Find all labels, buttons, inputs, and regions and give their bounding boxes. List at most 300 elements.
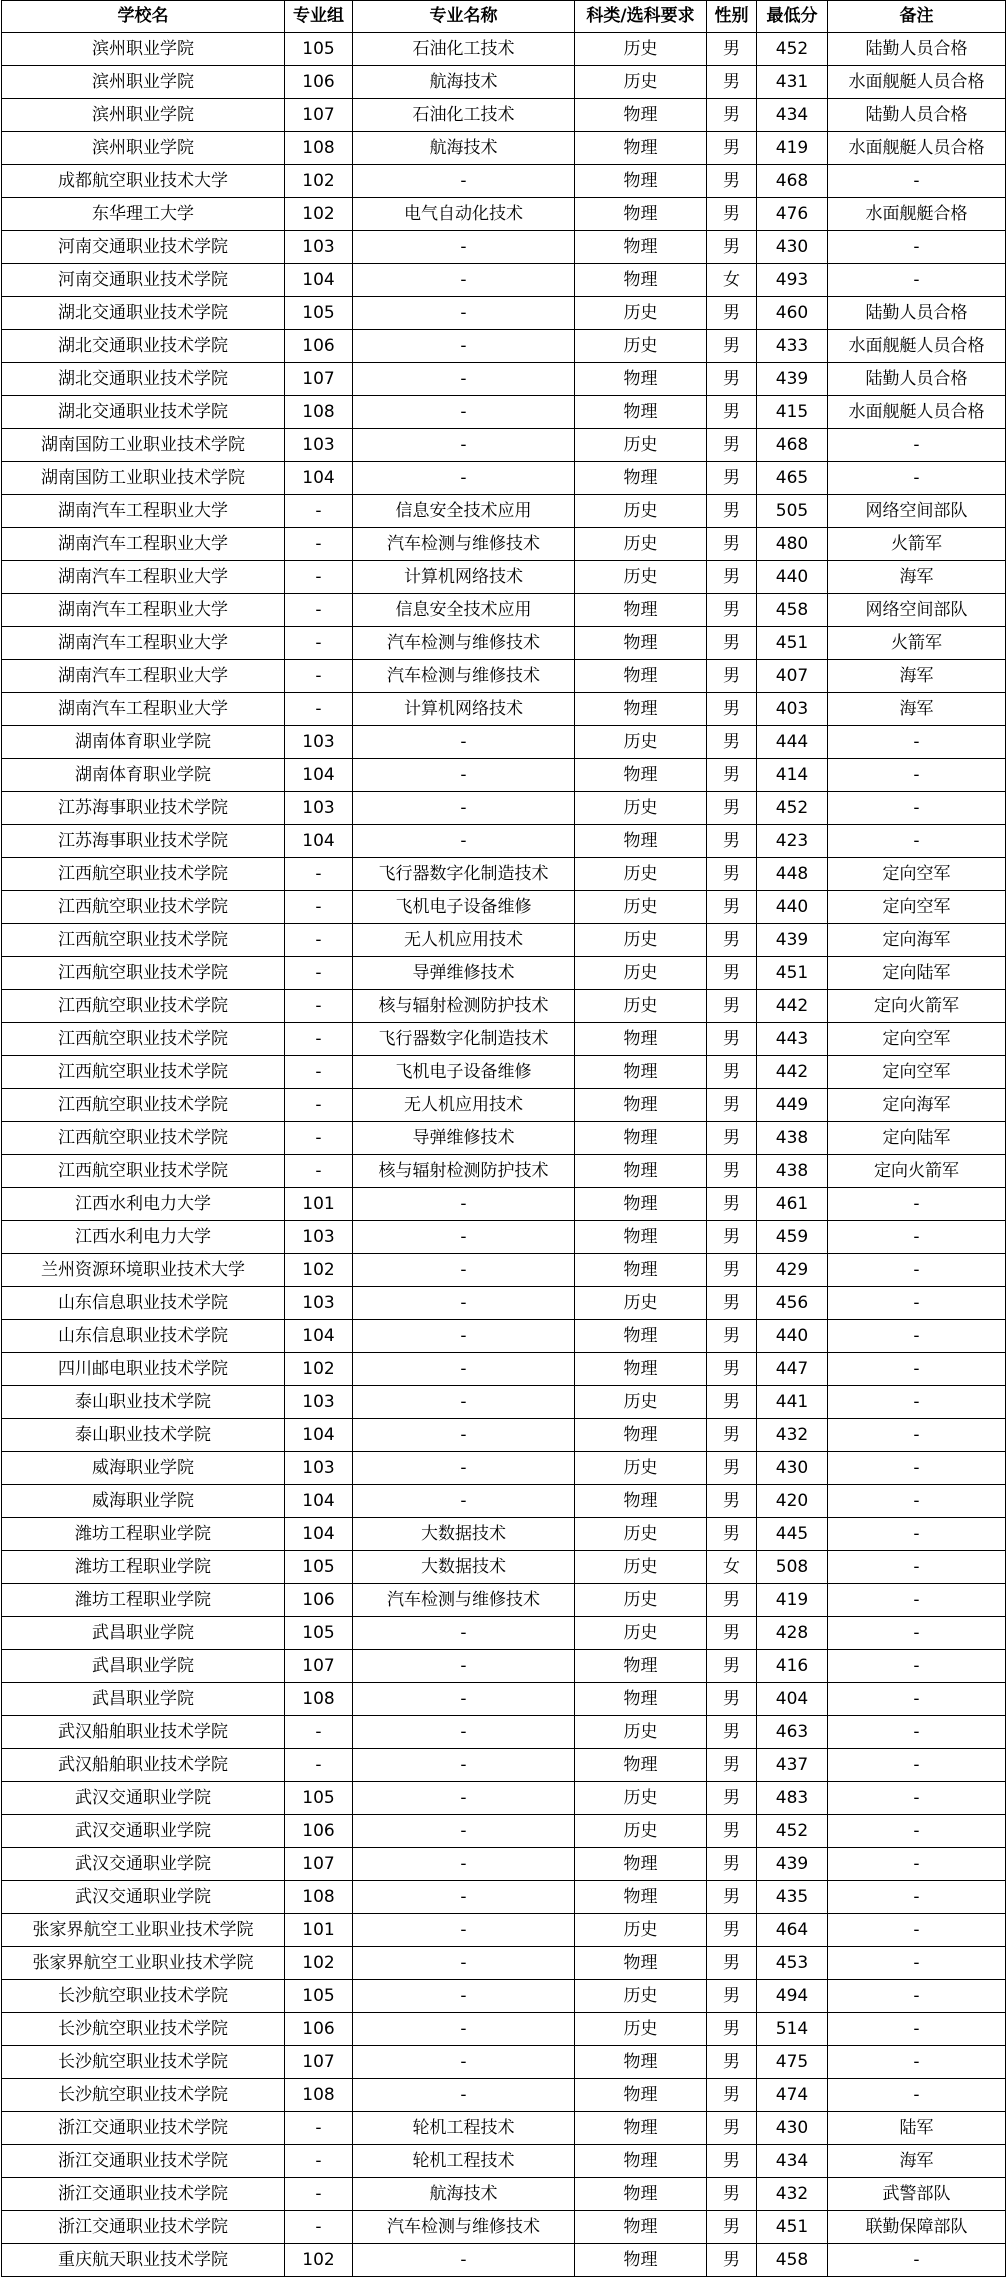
cell-group: - <box>285 2145 353 2178</box>
table-row <box>2 1188 1006 1221</box>
table-row <box>2 1914 1006 1947</box>
cell-remarks: 水面舰艇人员合格 <box>828 132 1006 165</box>
cell-min-score: 432 <box>757 1419 828 1452</box>
cell-school: 威海职业学院 <box>2 1485 285 1518</box>
table-row <box>2 1122 1006 1155</box>
table-row <box>2 1881 1006 1914</box>
cell-subject: 历史 <box>575 1914 707 1947</box>
cell-school: 江西航空职业技术学院 <box>2 924 285 957</box>
cell-school: 武昌职业学院 <box>2 1650 285 1683</box>
table-row <box>2 99 1006 132</box>
cell-min-score: 429 <box>757 1254 828 1287</box>
cell-major: 飞机电子设备维修 <box>353 1056 575 1089</box>
cell-major: - <box>353 165 575 198</box>
cell-subject: 物理 <box>575 759 707 792</box>
cell-remarks: - <box>828 1584 1006 1617</box>
cell-subject: 历史 <box>575 429 707 462</box>
cell-gender: 男 <box>707 363 757 396</box>
cell-gender: 男 <box>707 198 757 231</box>
cell-school: 滨州职业学院 <box>2 66 285 99</box>
cell-subject: 历史 <box>575 1386 707 1419</box>
cell-min-score: 439 <box>757 363 828 396</box>
table-row <box>2 1683 1006 1716</box>
cell-remarks: 定向空军 <box>828 1056 1006 1089</box>
cell-subject: 历史 <box>575 1452 707 1485</box>
table-row <box>2 2145 1006 2178</box>
cell-gender: 男 <box>707 1881 757 1914</box>
header-subject: 科类/选科要求 <box>575 1 707 33</box>
cell-min-score: 428 <box>757 1617 828 1650</box>
cell-gender: 男 <box>707 1815 757 1848</box>
cell-subject: 物理 <box>575 627 707 660</box>
table-row <box>2 825 1006 858</box>
cell-gender: 男 <box>707 2211 757 2244</box>
cell-gender: 男 <box>707 561 757 594</box>
cell-subject: 物理 <box>575 1848 707 1881</box>
cell-min-score: 460 <box>757 297 828 330</box>
cell-remarks: - <box>828 2244 1006 2277</box>
cell-gender: 男 <box>707 33 757 66</box>
cell-group: 103 <box>285 1452 353 1485</box>
cell-remarks: 陆勤人员合格 <box>828 297 1006 330</box>
cell-remarks: 网络空间部队 <box>828 594 1006 627</box>
cell-major: 石油化工技术 <box>353 33 575 66</box>
cell-major: 轮机工程技术 <box>353 2112 575 2145</box>
cell-min-score: 451 <box>757 627 828 660</box>
cell-school: 武昌职业学院 <box>2 1617 285 1650</box>
cell-gender: 男 <box>707 1089 757 1122</box>
cell-min-score: 439 <box>757 1848 828 1881</box>
cell-subject: 历史 <box>575 1980 707 2013</box>
cell-group: 103 <box>285 1386 353 1419</box>
cell-school: 浙江交通职业技术学院 <box>2 2112 285 2145</box>
cell-min-score: 437 <box>757 1749 828 1782</box>
cell-gender: 女 <box>707 264 757 297</box>
cell-major: 无人机应用技术 <box>353 1089 575 1122</box>
cell-school: 江西水利电力大学 <box>2 1188 285 1221</box>
cell-school: 长沙航空职业技术学院 <box>2 1980 285 2013</box>
cell-remarks: - <box>828 1716 1006 1749</box>
table-row <box>2 1287 1006 1320</box>
cell-school: 湖南国防工业职业技术学院 <box>2 429 285 462</box>
cell-remarks: - <box>828 1914 1006 1947</box>
cell-group: 106 <box>285 330 353 363</box>
cell-school: 潍坊工程职业学院 <box>2 1584 285 1617</box>
cell-major: - <box>353 759 575 792</box>
cell-school: 浙江交通职业技术学院 <box>2 2145 285 2178</box>
cell-group: - <box>285 528 353 561</box>
cell-major: - <box>353 1188 575 1221</box>
cell-major: - <box>353 264 575 297</box>
cell-school: 武昌职业学院 <box>2 1683 285 1716</box>
table-row <box>2 891 1006 924</box>
cell-group: - <box>285 2211 353 2244</box>
cell-remarks: 海军 <box>828 693 1006 726</box>
cell-major: 大数据技术 <box>353 1518 575 1551</box>
cell-min-score: 458 <box>757 2244 828 2277</box>
cell-school: 河南交通职业技术学院 <box>2 264 285 297</box>
cell-group: - <box>285 495 353 528</box>
cell-gender: 男 <box>707 2145 757 2178</box>
cell-group: 106 <box>285 66 353 99</box>
cell-min-score: 445 <box>757 1518 828 1551</box>
cell-remarks: - <box>828 1815 1006 1848</box>
cell-gender: 男 <box>707 957 757 990</box>
cell-school: 湖北交通职业技术学院 <box>2 297 285 330</box>
cell-gender: 男 <box>707 759 757 792</box>
cell-subject: 历史 <box>575 330 707 363</box>
cell-min-score: 461 <box>757 1188 828 1221</box>
cell-min-score: 438 <box>757 1122 828 1155</box>
cell-school: 兰州资源环境职业技术大学 <box>2 1254 285 1287</box>
cell-subject: 物理 <box>575 363 707 396</box>
table-row <box>2 858 1006 891</box>
table-row <box>2 462 1006 495</box>
cell-school: 湖南汽车工程职业大学 <box>2 627 285 660</box>
cell-gender: 男 <box>707 1188 757 1221</box>
cell-min-score: 494 <box>757 1980 828 2013</box>
cell-major: - <box>353 462 575 495</box>
cell-gender: 男 <box>707 99 757 132</box>
cell-gender: 男 <box>707 660 757 693</box>
table-row <box>2 132 1006 165</box>
cell-remarks: 定向空军 <box>828 858 1006 891</box>
cell-min-score: 447 <box>757 1353 828 1386</box>
table-row <box>2 2013 1006 2046</box>
table-row <box>2 990 1006 1023</box>
cell-school: 山东信息职业技术学院 <box>2 1287 285 1320</box>
cell-group: 104 <box>285 1320 353 1353</box>
cell-min-score: 419 <box>757 1584 828 1617</box>
cell-major: 汽车检测与维修技术 <box>353 1584 575 1617</box>
cell-remarks: 火箭军 <box>828 528 1006 561</box>
cell-group: 108 <box>285 396 353 429</box>
cell-subject: 历史 <box>575 1716 707 1749</box>
cell-gender: 男 <box>707 891 757 924</box>
cell-school: 湖北交通职业技术学院 <box>2 396 285 429</box>
cell-gender: 男 <box>707 1650 757 1683</box>
cell-major: - <box>353 1254 575 1287</box>
cell-group: 107 <box>285 363 353 396</box>
cell-group: 107 <box>285 99 353 132</box>
cell-gender: 男 <box>707 2178 757 2211</box>
cell-gender: 男 <box>707 1485 757 1518</box>
cell-school: 江西航空职业技术学院 <box>2 1056 285 1089</box>
cell-group: 103 <box>285 1221 353 1254</box>
cell-major: 信息安全技术应用 <box>353 594 575 627</box>
cell-min-score: 475 <box>757 2046 828 2079</box>
cell-gender: 男 <box>707 1716 757 1749</box>
cell-group: - <box>285 1056 353 1089</box>
cell-school: 江西航空职业技术学院 <box>2 1122 285 1155</box>
cell-school: 江西水利电力大学 <box>2 1221 285 1254</box>
cell-remarks: - <box>828 1551 1006 1584</box>
cell-subject: 物理 <box>575 1683 707 1716</box>
cell-gender: 男 <box>707 693 757 726</box>
cell-subject: 历史 <box>575 957 707 990</box>
cell-remarks: 海军 <box>828 2145 1006 2178</box>
cell-school: 张家界航空工业职业技术学院 <box>2 1914 285 1947</box>
cell-major: 飞行器数字化制造技术 <box>353 1023 575 1056</box>
cell-min-score: 407 <box>757 660 828 693</box>
cell-school: 滨州职业学院 <box>2 99 285 132</box>
cell-remarks: 海军 <box>828 561 1006 594</box>
table-row <box>2 594 1006 627</box>
cell-remarks: - <box>828 1419 1006 1452</box>
cell-school: 长沙航空职业技术学院 <box>2 2079 285 2112</box>
cell-major: 汽车检测与维修技术 <box>353 627 575 660</box>
cell-remarks: 定向海军 <box>828 924 1006 957</box>
cell-gender: 男 <box>707 2046 757 2079</box>
cell-school: 泰山职业技术学院 <box>2 1386 285 1419</box>
cell-remarks: 定向火箭军 <box>828 1155 1006 1188</box>
cell-group: 108 <box>285 132 353 165</box>
cell-min-score: 474 <box>757 2079 828 2112</box>
table-row <box>2 231 1006 264</box>
cell-remarks: - <box>828 429 1006 462</box>
cell-gender: 男 <box>707 1617 757 1650</box>
cell-school: 潍坊工程职业学院 <box>2 1551 285 1584</box>
cell-group: 105 <box>285 1617 353 1650</box>
cell-major: 导弹维修技术 <box>353 957 575 990</box>
cell-gender: 男 <box>707 1056 757 1089</box>
cell-group: 105 <box>285 297 353 330</box>
cell-group: - <box>285 693 353 726</box>
cell-remarks: 水面舰艇人员合格 <box>828 66 1006 99</box>
cell-group: - <box>285 1749 353 1782</box>
cell-min-score: 420 <box>757 1485 828 1518</box>
cell-gender: 男 <box>707 462 757 495</box>
cell-min-score: 465 <box>757 462 828 495</box>
cell-group: - <box>285 2112 353 2145</box>
cell-gender: 男 <box>707 825 757 858</box>
cell-gender: 男 <box>707 165 757 198</box>
table-body <box>2 33 1006 2277</box>
cell-group: 106 <box>285 1815 353 1848</box>
cell-group: - <box>285 594 353 627</box>
cell-school: 武汉交通职业学院 <box>2 1848 285 1881</box>
table-row <box>2 726 1006 759</box>
cell-school: 滨州职业学院 <box>2 33 285 66</box>
table-row <box>2 66 1006 99</box>
cell-subject: 历史 <box>575 1584 707 1617</box>
cell-subject: 物理 <box>575 165 707 198</box>
cell-remarks: - <box>828 1518 1006 1551</box>
cell-school: 武汉船舶职业技术学院 <box>2 1749 285 1782</box>
cell-major: - <box>353 1815 575 1848</box>
cell-min-score: 433 <box>757 330 828 363</box>
cell-group: 107 <box>285 2046 353 2079</box>
cell-remarks: - <box>828 1881 1006 1914</box>
cell-subject: 物理 <box>575 396 707 429</box>
cell-subject: 历史 <box>575 33 707 66</box>
cell-group: - <box>285 1155 353 1188</box>
cell-remarks: - <box>828 165 1006 198</box>
cell-major: - <box>353 1980 575 2013</box>
cell-remarks: - <box>828 1320 1006 1353</box>
cell-gender: 男 <box>707 990 757 1023</box>
cell-major: 航海技术 <box>353 2178 575 2211</box>
cell-min-score: 439 <box>757 924 828 957</box>
cell-remarks: 定向海军 <box>828 1089 1006 1122</box>
cell-remarks: - <box>828 1947 1006 1980</box>
cell-min-score: 483 <box>757 1782 828 1815</box>
cell-school: 长沙航空职业技术学院 <box>2 2013 285 2046</box>
table-row <box>2 957 1006 990</box>
cell-major: 大数据技术 <box>353 1551 575 1584</box>
cell-group: 107 <box>285 1650 353 1683</box>
cell-major: - <box>353 363 575 396</box>
cell-remarks: 陆勤人员合格 <box>828 363 1006 396</box>
cell-subject: 物理 <box>575 1122 707 1155</box>
cell-gender: 男 <box>707 1782 757 1815</box>
table-row <box>2 1584 1006 1617</box>
table-row <box>2 561 1006 594</box>
table-row <box>2 2244 1006 2277</box>
table-row <box>2 1815 1006 1848</box>
table-row <box>2 792 1006 825</box>
cell-remarks: - <box>828 1617 1006 1650</box>
cell-school: 湖南体育职业学院 <box>2 759 285 792</box>
table-row <box>2 1947 1006 1980</box>
cell-gender: 男 <box>707 1419 757 1452</box>
cell-gender: 男 <box>707 528 757 561</box>
cell-group: 104 <box>285 759 353 792</box>
cell-min-score: 453 <box>757 1947 828 1980</box>
cell-group: 102 <box>285 1947 353 1980</box>
cell-major: - <box>353 1287 575 1320</box>
table-row <box>2 1749 1006 1782</box>
cell-remarks: - <box>828 1749 1006 1782</box>
cell-min-score: 430 <box>757 231 828 264</box>
cell-group: 105 <box>285 1551 353 1584</box>
cell-major: - <box>353 2046 575 2079</box>
cell-gender: 男 <box>707 2013 757 2046</box>
cell-school: 威海职业学院 <box>2 1452 285 1485</box>
cell-remarks: - <box>828 792 1006 825</box>
cell-remarks: 定向空军 <box>828 1023 1006 1056</box>
table-row <box>2 165 1006 198</box>
cell-remarks: - <box>828 1485 1006 1518</box>
cell-gender: 男 <box>707 330 757 363</box>
cell-group: 108 <box>285 1881 353 1914</box>
header-group: 专业组 <box>285 1 353 33</box>
cell-school: 东华理工大学 <box>2 198 285 231</box>
cell-min-score: 435 <box>757 1881 828 1914</box>
cell-school: 湖南汽车工程职业大学 <box>2 528 285 561</box>
cell-min-score: 451 <box>757 957 828 990</box>
cell-remarks: - <box>828 2079 1006 2112</box>
table-row <box>2 1980 1006 2013</box>
cell-school: 潍坊工程职业学院 <box>2 1518 285 1551</box>
cell-subject: 历史 <box>575 66 707 99</box>
cell-group: - <box>285 561 353 594</box>
cell-gender: 男 <box>707 924 757 957</box>
cell-school: 成都航空职业技术大学 <box>2 165 285 198</box>
cell-subject: 物理 <box>575 99 707 132</box>
cell-subject: 历史 <box>575 924 707 957</box>
cell-remarks: - <box>828 1254 1006 1287</box>
cell-group: - <box>285 924 353 957</box>
cell-remarks: - <box>828 1683 1006 1716</box>
cell-school: 湖南汽车工程职业大学 <box>2 660 285 693</box>
cell-gender: 男 <box>707 1848 757 1881</box>
cell-remarks: - <box>828 1650 1006 1683</box>
cell-gender: 男 <box>707 495 757 528</box>
cell-group: 101 <box>285 1914 353 1947</box>
table-row <box>2 495 1006 528</box>
table-row <box>2 2211 1006 2244</box>
cell-school: 长沙航空职业技术学院 <box>2 2046 285 2079</box>
cell-gender: 男 <box>707 1353 757 1386</box>
cell-remarks: - <box>828 462 1006 495</box>
cell-gender: 男 <box>707 1155 757 1188</box>
cell-subject: 物理 <box>575 1947 707 1980</box>
cell-group: 102 <box>285 165 353 198</box>
cell-subject: 物理 <box>575 660 707 693</box>
cell-major: - <box>353 1353 575 1386</box>
table-row <box>2 1056 1006 1089</box>
cell-subject: 历史 <box>575 2013 707 2046</box>
cell-group: 106 <box>285 2013 353 2046</box>
cell-remarks: 陆军 <box>828 2112 1006 2145</box>
cell-min-score: 444 <box>757 726 828 759</box>
cell-subject: 物理 <box>575 1023 707 1056</box>
cell-school: 张家界航空工业职业技术学院 <box>2 1947 285 1980</box>
cell-subject: 物理 <box>575 1419 707 1452</box>
cell-group: - <box>285 1122 353 1155</box>
cell-major: 石油化工技术 <box>353 99 575 132</box>
cell-min-score: 416 <box>757 1650 828 1683</box>
cell-remarks: - <box>828 2046 1006 2079</box>
cell-major: 飞行器数字化制造技术 <box>353 858 575 891</box>
table-row <box>2 198 1006 231</box>
header-school: 学校名 <box>2 1 285 33</box>
cell-subject: 物理 <box>575 1188 707 1221</box>
cell-major: - <box>353 1947 575 1980</box>
table-row <box>2 693 1006 726</box>
cell-subject: 物理 <box>575 594 707 627</box>
table-row <box>2 429 1006 462</box>
table-row <box>2 1485 1006 1518</box>
cell-group: 104 <box>285 1485 353 1518</box>
cell-gender: 男 <box>707 1914 757 1947</box>
cell-subject: 物理 <box>575 1056 707 1089</box>
cell-subject: 物理 <box>575 1254 707 1287</box>
cell-school: 浙江交通职业技术学院 <box>2 2178 285 2211</box>
cell-min-score: 434 <box>757 2145 828 2178</box>
cell-major: 电气自动化技术 <box>353 198 575 231</box>
cell-subject: 物理 <box>575 1881 707 1914</box>
cell-school: 武汉交通职业学院 <box>2 1815 285 1848</box>
cell-group: - <box>285 660 353 693</box>
cell-major: - <box>353 1452 575 1485</box>
cell-group: - <box>285 1023 353 1056</box>
cell-major: 轮机工程技术 <box>353 2145 575 2178</box>
cell-min-score: 451 <box>757 2211 828 2244</box>
table-row <box>2 1419 1006 1452</box>
cell-min-score: 452 <box>757 1815 828 1848</box>
table-row <box>2 1716 1006 1749</box>
cell-gender: 男 <box>707 66 757 99</box>
cell-gender: 男 <box>707 1320 757 1353</box>
cell-group: 105 <box>285 1782 353 1815</box>
cell-remarks: - <box>828 264 1006 297</box>
cell-remarks: - <box>828 1353 1006 1386</box>
table-row <box>2 1221 1006 1254</box>
cell-group: 103 <box>285 231 353 264</box>
cell-school: 湖南汽车工程职业大学 <box>2 561 285 594</box>
